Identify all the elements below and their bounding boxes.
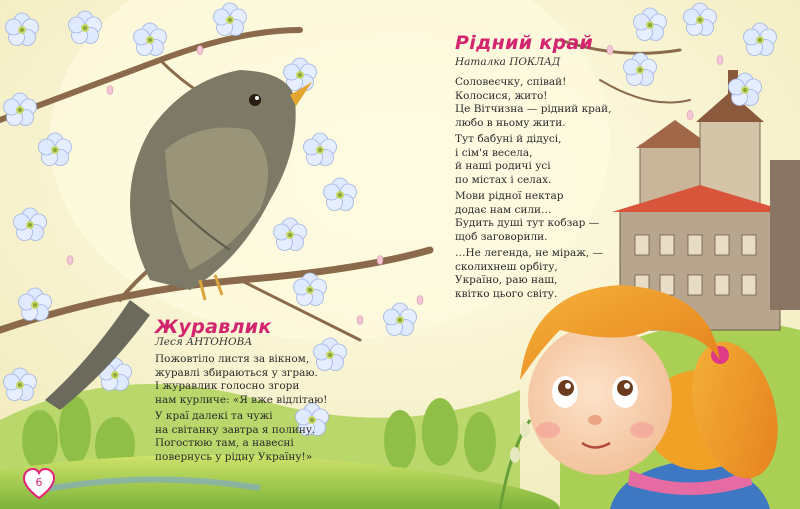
poem-author bbox=[455, 56, 560, 68]
poem-stanza bbox=[455, 76, 611, 130]
poem-line: Тут бабуні й дідусі, bbox=[455, 133, 562, 145]
poem-line: Соловеєчку, співай! bbox=[455, 76, 567, 88]
poem-line: Мови рідної нектар bbox=[455, 190, 564, 202]
poem-line: Це Вітчизна — рідний край, bbox=[455, 103, 612, 116]
poem-title: Рідний край bbox=[455, 32, 594, 54]
poem-line: журавлі збираються у зграю. bbox=[155, 366, 318, 379]
poem-line: любо в ньому жити. bbox=[455, 116, 566, 129]
poem-stanza bbox=[455, 247, 603, 301]
poem-line: на світанку завтра я полину. bbox=[155, 423, 316, 436]
poem-title: Журавлик bbox=[155, 316, 272, 338]
poem-line: І журавлик голосно згори bbox=[155, 380, 300, 393]
poem-stanza bbox=[155, 410, 315, 464]
poem-line: Погостюю там, а навесні bbox=[155, 437, 294, 450]
poem-line: Будить душі тут кобзар — bbox=[455, 217, 600, 230]
poem-line: повернусь у рідну Україну!» bbox=[155, 450, 313, 463]
poem-stanza bbox=[455, 133, 561, 187]
poem-line: й наші родичі усі bbox=[455, 160, 551, 173]
poem-line: нам курличе: «Я вже відлітаю! bbox=[155, 393, 328, 406]
poem-line: по містах і селах. bbox=[455, 173, 552, 186]
poem-line: сколихнеш орбіту, bbox=[455, 260, 558, 273]
poem-line: У краї далекі та чужі bbox=[155, 410, 273, 422]
page-number: 6 bbox=[35, 476, 43, 489]
author-last-name: АНТОНОВА bbox=[186, 336, 253, 348]
author-first-name: Наталка bbox=[455, 56, 506, 68]
author-first-name: Леся bbox=[155, 336, 183, 348]
poem-line: Пожовтіло листя за вікном, bbox=[155, 353, 310, 365]
poem-line: щоб заговорили. bbox=[455, 230, 548, 243]
poem-line: …Не легенда, не міраж, — bbox=[455, 247, 604, 259]
poem-stanza bbox=[155, 353, 327, 407]
poem-line: квітко цього світу. bbox=[455, 287, 558, 300]
poem-line: Україно, раю наш, bbox=[455, 274, 558, 287]
poem-stanza bbox=[455, 190, 599, 244]
poem-author bbox=[155, 336, 252, 348]
poem-line: і сім'я весела, bbox=[455, 146, 533, 159]
poem-line: Колосися, жито! bbox=[455, 89, 548, 102]
author-last-name: ПОКЛАД bbox=[509, 56, 561, 68]
poem-line: додає нам сили… bbox=[455, 203, 552, 216]
